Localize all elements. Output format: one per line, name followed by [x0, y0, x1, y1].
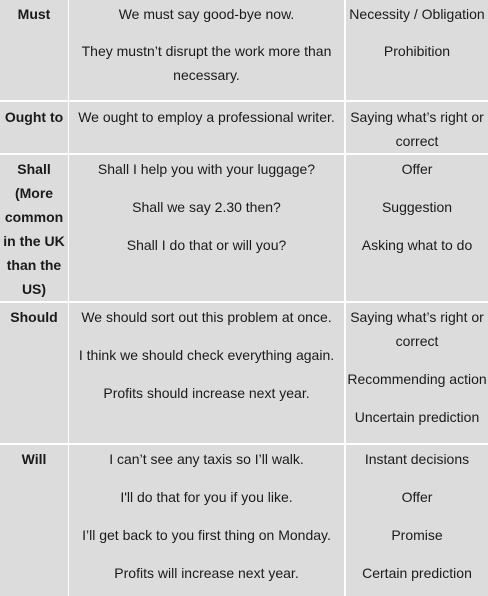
modal-cell — [0, 155, 68, 301]
use-cell — [346, 155, 488, 301]
use-label: Necessity / Obligation — [349, 6, 485, 22]
example-cell — [69, 155, 344, 301]
use-label: Offer — [401, 161, 433, 177]
modal-note: common — [4, 209, 64, 225]
example-cell — [69, 445, 344, 596]
example-sentence: I’ll get back to you first thing on Monday. — [82, 527, 331, 543]
table-row-should — [0, 303, 488, 443]
modal-note: in the UK — [3, 233, 65, 249]
example-sentence: They mustn’t disrupt the work more than — [81, 43, 332, 59]
example-cell — [69, 102, 344, 153]
table-row-will — [0, 445, 488, 596]
example-sentence: Shall we say 2.30 then? — [132, 199, 281, 215]
modal-note: US) — [21, 281, 47, 297]
use-label-continued: correct — [395, 133, 439, 149]
modal-label: Should — [10, 309, 58, 325]
use-label: Prohibition — [383, 43, 451, 59]
modal-label: Must — [17, 6, 51, 22]
use-label-continued: correct — [395, 333, 439, 349]
modal-cell — [0, 102, 68, 153]
example-sentence: I'll do that for you if you like. — [120, 489, 293, 505]
example-cell — [69, 303, 344, 443]
use-label: Saying what’s right or — [350, 109, 484, 125]
use-label: Promise — [391, 527, 443, 543]
table-row-shall — [0, 155, 488, 301]
modal-note: than the — [6, 257, 62, 273]
example-sentence: I think we should check everything again. — [78, 347, 335, 363]
use-label: Recommending action — [347, 371, 487, 387]
modal-cell — [0, 0, 68, 100]
example-sentence: Profits will increase next year. — [114, 565, 299, 581]
modal-label: Will — [21, 451, 47, 467]
use-cell — [346, 0, 488, 100]
use-label: Saying what’s right or — [350, 309, 484, 325]
example-sentence: We ought to employ a professional writer. — [78, 109, 335, 125]
modal-cell — [0, 445, 68, 596]
modal-cell — [0, 303, 68, 443]
table-row-ought-to — [0, 102, 488, 153]
use-label: Uncertain prediction — [354, 409, 480, 425]
example-sentence: Shall I do that or will you? — [126, 237, 287, 253]
use-label: Asking what to do — [361, 237, 473, 253]
example-sentence-continued: necessary. — [173, 67, 240, 83]
example-cell — [69, 0, 344, 100]
modal-label: Shall — [17, 161, 51, 177]
use-cell — [346, 102, 488, 153]
modal-label: Ought to — [4, 109, 64, 125]
example-sentence: Shall I help you with your luggage? — [97, 161, 316, 177]
example-sentence: I can’t see any taxis so I’ll walk. — [109, 451, 304, 467]
example-sentence: We should sort out this problem at once. — [81, 309, 332, 325]
example-sentence: We must say good-bye now. — [118, 6, 295, 22]
example-sentence: Profits should increase next year. — [103, 385, 310, 401]
use-cell — [346, 303, 488, 443]
use-label: Certain prediction — [362, 565, 472, 581]
use-cell — [346, 445, 488, 596]
use-label: Suggestion — [381, 199, 453, 215]
modal-note: (More — [14, 185, 54, 201]
use-label: Instant decisions — [364, 451, 470, 467]
use-label: Offer — [401, 489, 433, 505]
table-row-must — [0, 0, 488, 100]
